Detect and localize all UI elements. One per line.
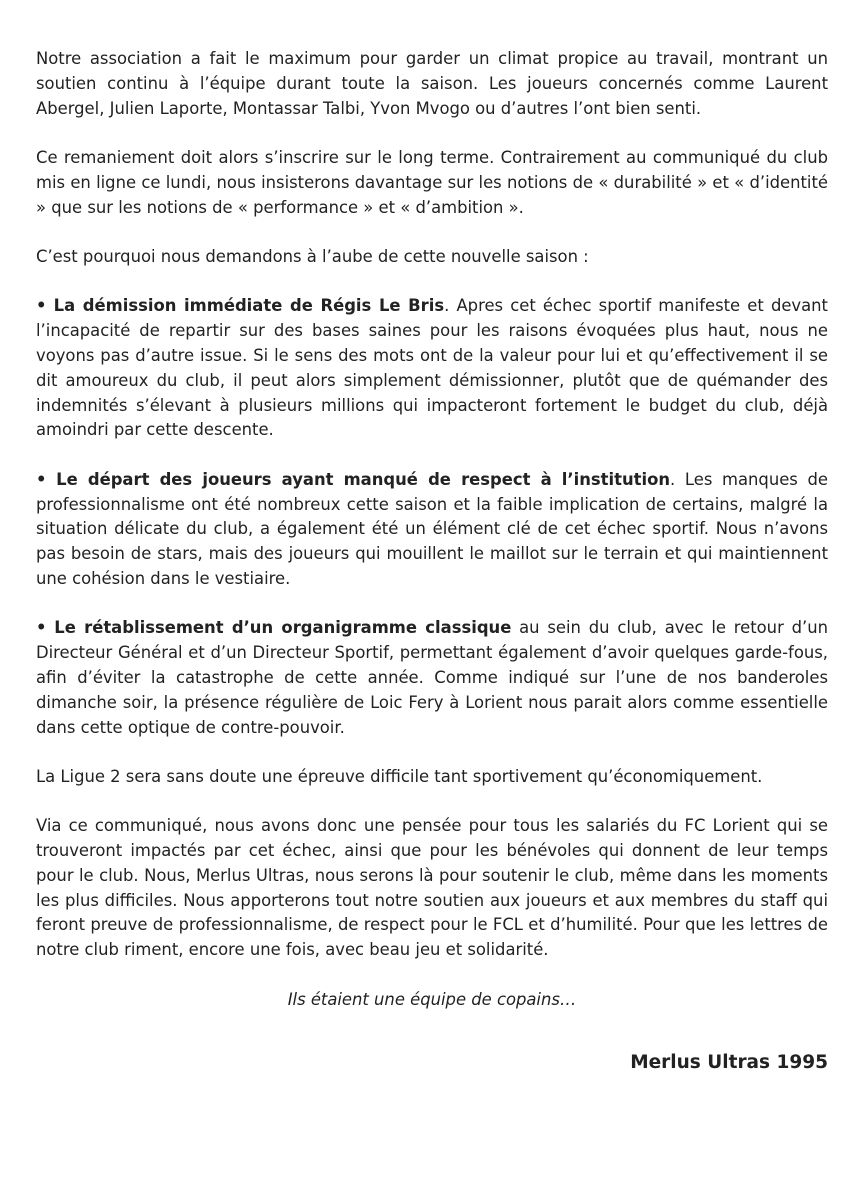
demands-intro-paragraph: C’est pourquoi nous demandons à l’aube de cette nouvelle saison : xyxy=(36,246,589,266)
communique-paragraph: Via ce communiqué, nous avons donc une pensée pour tous les salariés du FC Lorient qui se trouveront impactés par cet échec, ainsi que pour les bénévoles qui donnent de leur temps pour le club. Nous, Merlus Ultras, nous serons là pour soutenir le club, même dans les moments les plus difficiles. Nous apporterons tout notre soutien aux joueurs et aux membres du staff qui feront preuve de professionnalisme, de respect pour le FCL et d’humilité. Pour que les lettres de notre club riment, encore une fois, avec beau jeu et solidarité. xyxy=(36,816,828,960)
demand-item xyxy=(36,294,828,443)
demand-text: au sein du club, avec le retour d’un Directeur Général et d’un Directeur Sportif, permettant également d’avoir quelques garde-fous, afin d’éviter la catastrophe de cette année. Comme indiqué sur l’une de nos banderoles dimanche soir, la présence régulière de Loic Fery à Lorient nous parait alors comme essentielle dans cette optique de contre-pouvoir. xyxy=(36,618,828,737)
demand-bullet: • xyxy=(36,618,47,638)
closing-line: Ils étaient une équipe de copains… xyxy=(287,989,577,1009)
signature: Merlus Ultras 1995 xyxy=(630,1052,828,1074)
intro-paragraph: Notre association a fait le maximum pour garder un climat propice au travail, montrant un soutien continu à l’équipe durant toute la saison. Les joueurs concernés comme Laurent Abergel, Julien Laporte, Montassar Talbi, Yvon Mvogo ou d’autres l’ont bien senti. xyxy=(36,49,828,118)
demand-item xyxy=(36,468,828,592)
demand-title: Le rétablissement d’un organigramme classique xyxy=(54,618,512,638)
demand-item xyxy=(36,616,828,740)
demand-bullet: • xyxy=(36,469,47,489)
demand-title: La démission immédiate de Régis Le Bris xyxy=(53,296,445,316)
ligue2-paragraph: La Ligue 2 sera sans doute une épreuve difficile tant sportivement qu’économiquement. xyxy=(36,766,763,786)
demand-text: . Apres cet échec sportif manifeste et devant l’incapacité de repartir sur des bases saines pour les raisons évoquées plus haut, nous ne voyons pas d’autre issue. Si le sens des mots ont de la valeur pour lui et qu’effectivement il se dit amoureux du club, il peut alors simplement démissionner, plutôt que de quémander des indemnités s’élevant à plusieurs millions qui impacteront fortement le budget du club, déjà amoindri par cette descente. xyxy=(36,296,828,440)
demand-title: Le départ des joueurs ayant manqué de respect à l’institution xyxy=(56,469,671,489)
statement-document xyxy=(36,47,828,1101)
demand-bullet: • xyxy=(36,296,47,316)
remaniement-paragraph: Ce remaniement doit alors s’inscrire sur le long terme. Contrairement au communiqué du club mis en ligne ce lundi, nous insisterons davantage sur les notions de « durabilité » et « d’identité » que sur les notions de « performance » et « d’ambition ». xyxy=(36,147,828,217)
demand-text: . Les manques de professionnalisme ont été nombreux cette saison et la faible implication de certains, malgré la situation délicate du club, a également été un élément clé de cet échec sportif. Nous n’avons pas besoin de stars, mais des joueurs qui mouillent le maillot sur le terrain et qui maintiennent une cohésion dans le vestiaire. xyxy=(36,469,828,588)
